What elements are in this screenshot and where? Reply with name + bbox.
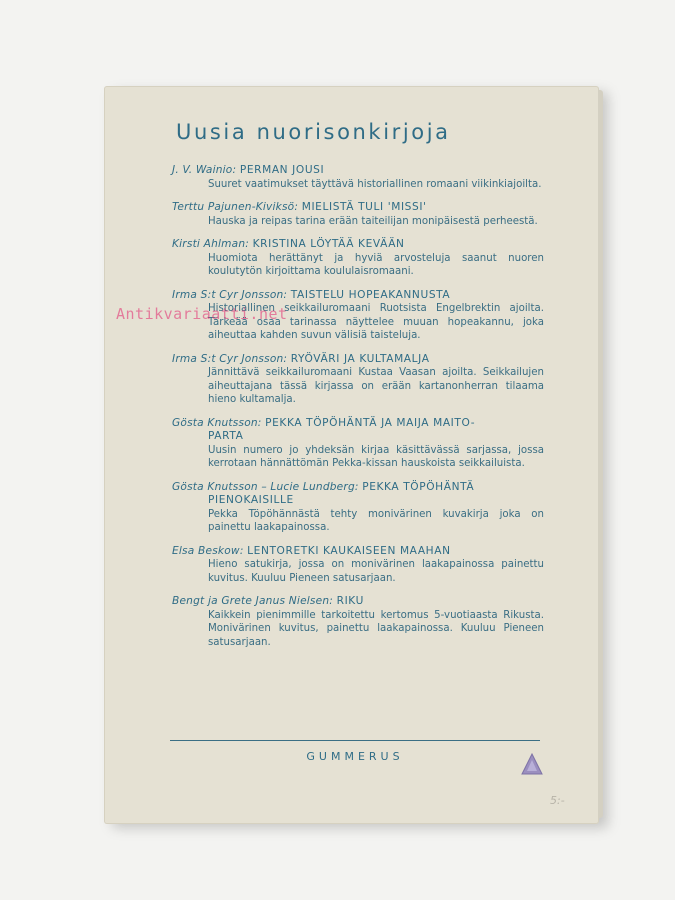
book-entry [172,238,544,279]
entry-heading-line [172,238,544,252]
entry-author: Bengt ja Grete Janus Nielsen [172,595,330,607]
book-entry [172,417,544,471]
entry-description: Hauska ja reipas tarina erään taiteilijan monipäisestä perheestä. [208,215,538,227]
book-list [172,164,544,659]
watermark-text: Antikvariaatti.net [116,305,288,323]
entry-separator: : [283,352,291,365]
entry-heading-line [172,289,544,303]
book-entry [172,481,544,535]
entry-heading-line [172,595,544,609]
entry-separator: : [257,416,266,429]
entry-title-continued: PARTA [208,430,244,442]
pencil-price-mark: 5:- [550,794,565,807]
entry-description: Jännittävä seikkailuromaani Kustaa Vaasan ajoilta. Seikkailujen aiheuttajana tässä kirjassa on erään kartanonherran tilaama hieno kultamalja. [208,367,544,405]
entry-title: PEKKA TÖPÖHÄNTÄ [362,480,475,493]
entry-separator: : [283,288,291,301]
entry-title: MIELISTÄ TULI 'MISSI' [301,201,427,213]
entry-title: KRISTINA LÖYTÄÄ KEVÄÄN [252,238,405,250]
entry-author: J. V. Wainio [172,164,233,176]
book-entry [172,201,544,228]
entry-description: Uusin numero jo yhdeksän kirjaa käsittävässä sarjassa, jossa kerrotaan hännättömän Pekka-kissan hauskoista seikkailuista. [208,444,544,469]
entry-heading-line [172,201,544,215]
book-entry [172,595,544,649]
book-entry [172,164,544,191]
entry-description: Historiallinen seikkailuromaani Ruotsista Engelbrektin ajoilta. Tärkeää osaa tarinassa näyttelee muuan hopeakannu, joka aiheuttaa kahden suvun välisiä taisteluja. [208,303,544,341]
entry-author: Terttu Pajunen-Kiviksö [172,201,295,213]
entry-heading-line [172,481,544,495]
entry-title: PERMAN JOUSI [239,164,325,176]
entry-separator: : [232,164,240,176]
entry-description: Hieno satukirja, jossa on monivärinen laakapainossa painettu kuvitus. Kuuluu Pieneen satusarjaan. [208,559,544,584]
book-entry [172,353,544,407]
entry-author: Gösta Knutsson – Lucie Lundberg [172,480,355,493]
entry-author: Irma S:t Cyr Jonsson [172,352,284,365]
entry-separator: : [329,595,337,607]
entry-heading-line [172,417,544,431]
page-title: Uusia nuorisonkirjoja [176,120,451,144]
entry-separator: : [294,201,302,213]
entry-separator: : [354,480,363,493]
entry-title-continued: PIENOKAISILLE [208,494,294,506]
entry-title: TAISTELU HOPEAKANNUSTA [290,288,451,301]
entry-heading-line [172,164,544,178]
entry-title: PEKKA TÖPÖHÄNTÄ JA MAIJA MAITO- [265,416,476,429]
entry-author: Elsa Beskow [172,544,240,557]
entry-heading-line [172,353,544,367]
entry-description: Kaikkein pienimmille tarkoitettu kertomus 5-vuotiaasta Rikusta. Monivärinen kuvitus, painettu laakapainossa. Kuuluu Pieneen satusarjaan. [208,609,544,648]
entry-title: LENTORETKI KAUKAISEEN MAAHAN [247,544,451,557]
divider-rule [170,740,540,741]
book-entry [172,545,544,586]
entry-author: Irma S:t Cyr Jonsson [172,288,284,301]
entry-title: RIKU [336,595,364,607]
publisher-name: GUMMERUS [306,750,404,763]
price-sticker-icon [520,752,544,778]
book-back-cover [104,86,599,824]
entry-separator: : [239,544,248,557]
entry-description: Suuret vaatimukset täyttävä historiallinen romaani viikinkiajoilta. [208,178,542,190]
entry-heading-line [172,545,544,559]
entry-author: Kirsti Ahlman [172,238,246,250]
entry-title: RYÖVÄRI JA KULTAMALJA [290,352,430,365]
entry-separator: : [245,238,253,250]
entry-author: Gösta Knutsson [172,416,258,429]
cover-edge [598,90,603,818]
entry-description: Huomiota herättänyt ja hyviä arvosteluja saanut nuoren koulutytön kirjoittama koululaisromaani. [208,252,544,277]
entry-description: Pekka Töpöhännästä tehty monivärinen kuvakirja joka on painettu laakapainossa. [208,508,544,533]
